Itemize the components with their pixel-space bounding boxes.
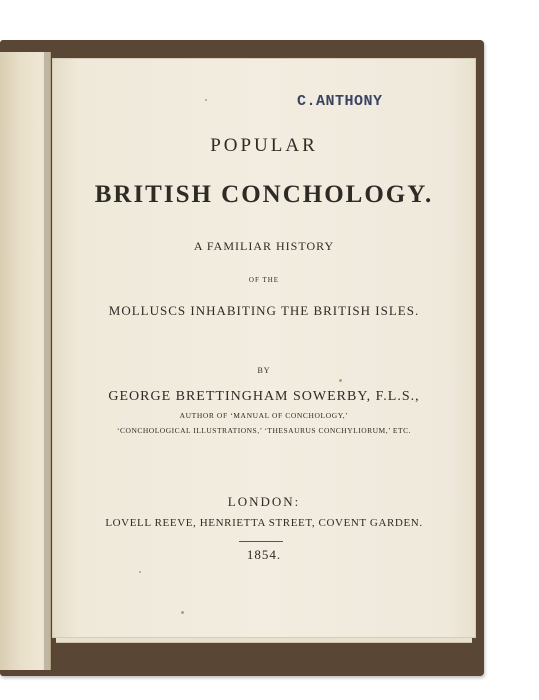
subtitle-connector: OF THE <box>248 276 280 284</box>
foxing-spot <box>139 571 141 573</box>
author-credentials: AUTHOR OF ‘MANUAL OF CONCHOLOGY,’ <box>179 411 349 420</box>
ownership-stamp: C.ANTHONY <box>297 93 383 110</box>
byline-by: BY <box>257 366 271 375</box>
foxing-spot <box>339 379 342 382</box>
subtitle-continued: MOLLUSCS INHABITING THE BRITISH ISLES. <box>108 303 420 318</box>
author-name: GEORGE BRETTINGHAM SOWERBY, F.L.S., <box>108 389 420 404</box>
foxing-spot <box>181 611 184 614</box>
divider-rule <box>239 541 283 542</box>
publisher: LOVELL REEVE, HENRIETTA STREET, COVENT GARDEN. <box>105 517 423 529</box>
title-page <box>52 58 476 638</box>
author-works: ‘CONCHOLOGICAL ILLUSTRATIONS,’ ‘THESAURUS CONCHYLIORUM,’ ETC. <box>117 426 411 435</box>
title-line-popular: POPULAR <box>210 135 318 156</box>
publication-year: 1854. <box>246 547 282 562</box>
imprint-city: LONDON: <box>227 494 301 509</box>
foxing-spot <box>205 99 207 101</box>
subtitle: A FAMILIAR HISTORY <box>193 239 335 253</box>
book-title: BRITISH CONCHOLOGY. <box>94 181 434 208</box>
